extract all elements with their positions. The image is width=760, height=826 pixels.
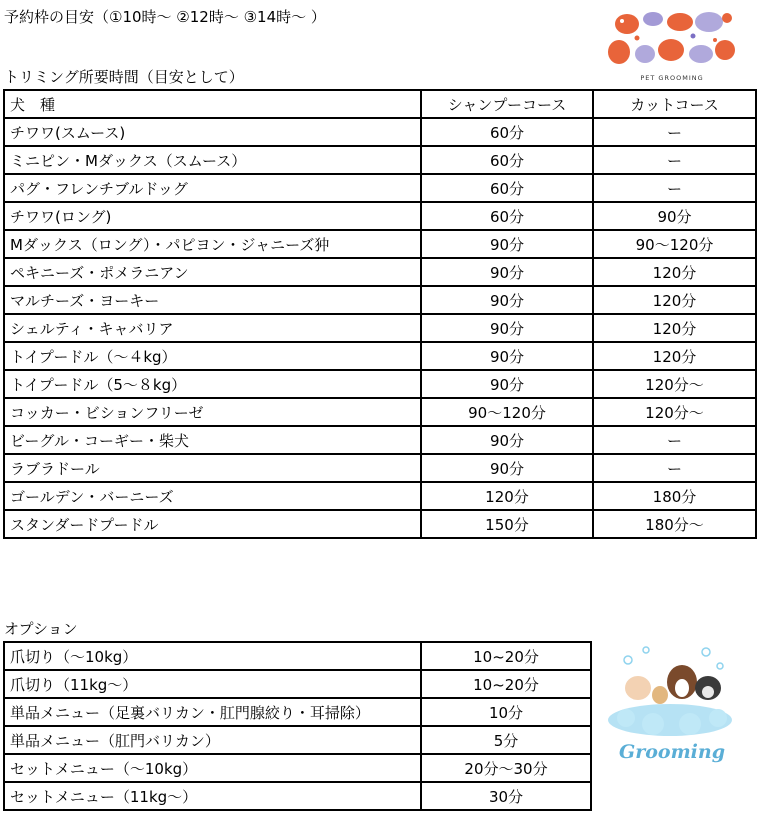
time-cell: 90分 xyxy=(421,230,593,258)
table-row xyxy=(4,258,756,286)
time-cell: ー xyxy=(593,118,756,146)
table-row xyxy=(4,426,756,454)
logo-top-text: PET GROOMING xyxy=(640,74,704,82)
time-cell: 90分 xyxy=(421,426,593,454)
time-cell: 90分 xyxy=(593,202,756,230)
time-cell: 120分～ xyxy=(593,370,756,398)
table-row xyxy=(4,314,756,342)
row-label-cell: ゴールデン・バーニーズ xyxy=(4,482,421,510)
logo-bottom-text: Grooming xyxy=(618,741,726,763)
trimming-heading: トリミング所要時間（目安として） xyxy=(4,68,244,86)
time-cell: 20分～30分 xyxy=(421,754,591,782)
time-cell: ー xyxy=(593,454,756,482)
table-row xyxy=(4,754,591,782)
time-cell: ー xyxy=(593,174,756,202)
time-cell: ー xyxy=(593,146,756,174)
row-label-cell: ミニピン・Mダックス（スムース） xyxy=(4,146,421,174)
time-cell: 90～120分 xyxy=(593,230,756,258)
table-row xyxy=(4,118,756,146)
time-cell: 90分 xyxy=(421,286,593,314)
time-cell: 120分～ xyxy=(593,398,756,426)
time-cell: 120分 xyxy=(421,482,593,510)
row-label-cell: 単品メニュー（肛門バリカン） xyxy=(4,726,421,754)
row-label-cell: トイプードル（5～８kg） xyxy=(4,370,421,398)
cat-illustration xyxy=(615,14,639,34)
row-label-cell: トイプードル（～４kg） xyxy=(4,342,421,370)
time-cell: 60分 xyxy=(421,118,593,146)
table-row xyxy=(4,482,756,510)
time-cell: 90分 xyxy=(421,342,593,370)
table-row xyxy=(4,670,591,698)
row-label-cell: セットメニュー（11kg～） xyxy=(4,782,421,810)
row-label-cell: コッカー・ビションフリーゼ xyxy=(4,398,421,426)
time-cell: 120分 xyxy=(593,314,756,342)
table-row xyxy=(4,510,756,538)
time-cell: 180分 xyxy=(593,482,756,510)
time-cell: 150分 xyxy=(421,510,593,538)
dog-illustration xyxy=(695,12,723,32)
column-header: シャンプーコース xyxy=(421,90,593,118)
row-label-cell: スタンダードプードル xyxy=(4,510,421,538)
time-cell: 60分 xyxy=(421,146,593,174)
time-cell: 90～120分 xyxy=(421,398,593,426)
row-label-cell: ビーグル・コーギー・柴犬 xyxy=(4,426,421,454)
table-row xyxy=(4,230,756,258)
row-label-cell: マルチーズ・ヨーキー xyxy=(4,286,421,314)
time-cell: 30分 xyxy=(421,782,591,810)
time-cell: 60分 xyxy=(421,202,593,230)
time-cell: 10~20分 xyxy=(421,670,591,698)
options-table xyxy=(3,641,592,811)
row-label-cell: セットメニュー（～10kg） xyxy=(4,754,421,782)
row-label-cell: Mダックス（ロング）・パピヨン・ジャニーズ狆 xyxy=(4,230,421,258)
time-cell: 10~20分 xyxy=(421,642,591,670)
trimming-time-table xyxy=(3,89,757,539)
time-cell: 60分 xyxy=(421,174,593,202)
slots-heading: 予約枠の目安（①10時～ ②12時～ ③14時～ ） xyxy=(4,8,326,26)
time-cell: 90分 xyxy=(421,454,593,482)
time-cell: 90分 xyxy=(421,370,593,398)
table-row xyxy=(4,398,756,426)
table-row xyxy=(4,286,756,314)
time-cell: 10分 xyxy=(421,698,591,726)
grooming-dogs-logo xyxy=(608,640,738,778)
row-label-cell: パグ・フレンチブルドッグ xyxy=(4,174,421,202)
time-cell: 90分 xyxy=(421,258,593,286)
table-row xyxy=(4,146,756,174)
row-label-cell: ラブラドール xyxy=(4,454,421,482)
table-row xyxy=(4,782,591,810)
row-label-cell: チワワ(スムース) xyxy=(4,118,421,146)
row-label-cell: チワワ(ロング) xyxy=(4,202,421,230)
time-cell: 120分 xyxy=(593,286,756,314)
time-cell: 90分 xyxy=(421,314,593,342)
table-row xyxy=(4,174,756,202)
time-cell: 120分 xyxy=(593,258,756,286)
table-row xyxy=(4,202,756,230)
column-header: 犬 種 xyxy=(4,90,421,118)
table-header-row xyxy=(4,90,756,118)
time-cell: 180分～ xyxy=(593,510,756,538)
row-label-cell: 爪切り（11kg～） xyxy=(4,670,421,698)
time-cell: ー xyxy=(593,426,756,454)
row-label-cell: 単品メニュー（足裏バリカン・肛門腺絞り・耳掃除） xyxy=(4,698,421,726)
table-row xyxy=(4,698,591,726)
table-row xyxy=(4,454,756,482)
time-cell: 120分 xyxy=(593,342,756,370)
options-heading: オプション xyxy=(4,620,78,638)
time-cell: 5分 xyxy=(421,726,591,754)
row-label-cell: シェルティ・キャバリア xyxy=(4,314,421,342)
table-row xyxy=(4,642,591,670)
table-row xyxy=(4,342,756,370)
row-label-cell: ペキニーズ・ポメラニアン xyxy=(4,258,421,286)
column-header: カットコース xyxy=(593,90,756,118)
row-label-cell: 爪切り（～10kg） xyxy=(4,642,421,670)
pet-grooming-logo xyxy=(605,4,739,86)
table-row xyxy=(4,726,591,754)
dog-illustration xyxy=(625,676,651,700)
table-row xyxy=(4,370,756,398)
